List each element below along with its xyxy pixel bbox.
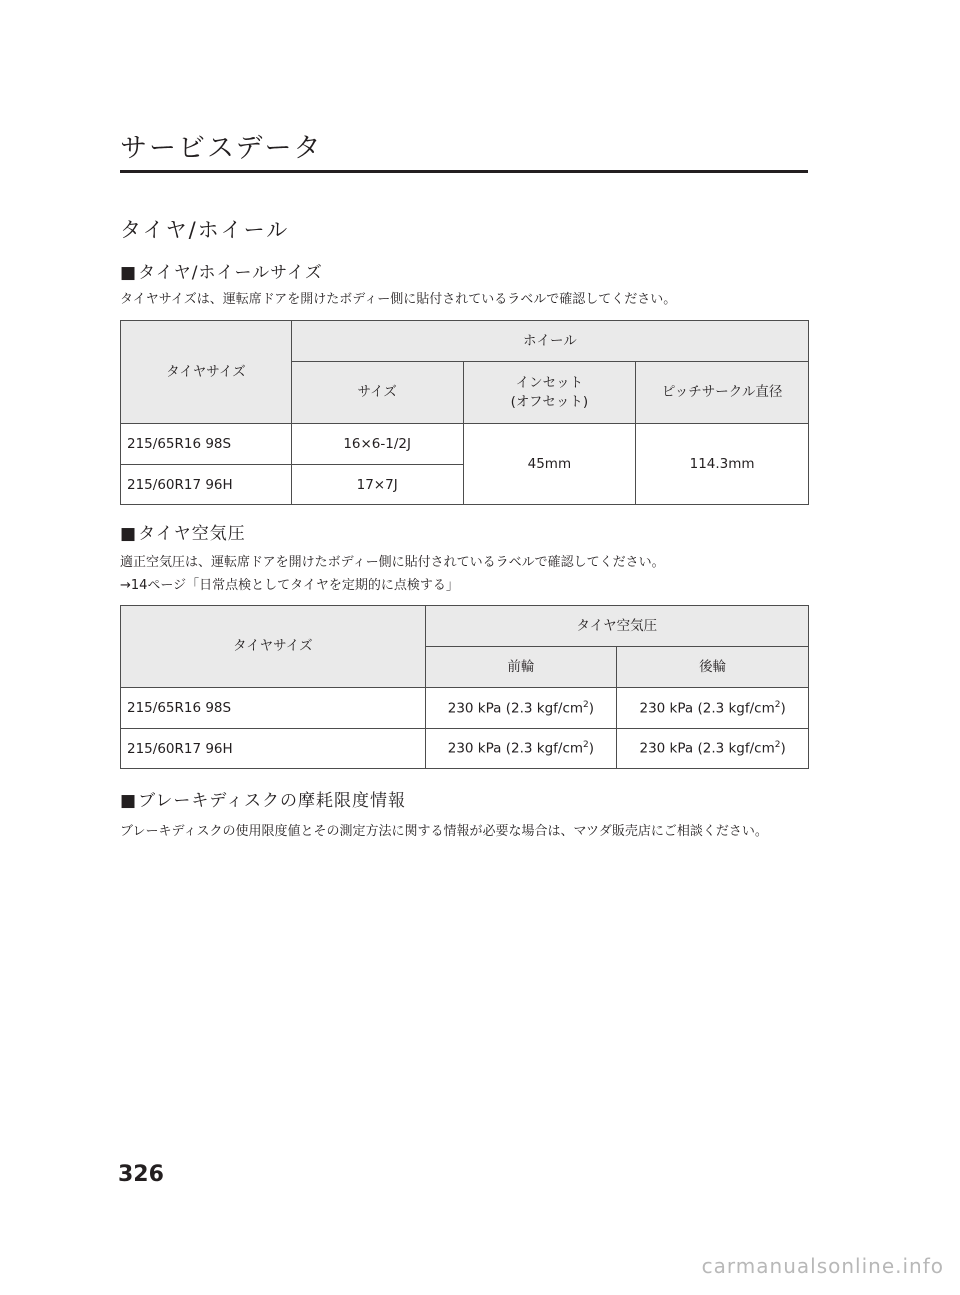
section-title: タイヤ/ホイール: [120, 218, 290, 242]
rear-pressure-value: 230 kPa (2.3 kgf/cm: [639, 740, 775, 757]
front-pressure-cell: [425, 729, 617, 769]
tire-pressure-heading: [120, 519, 246, 544]
tire-size-cell: 215/65R16 98S: [121, 424, 292, 465]
header-tire-size: タイヤサイズ: [121, 321, 292, 424]
header-front: 前輪: [425, 647, 617, 688]
page-number: 326: [118, 1162, 164, 1187]
header-wheel-size: サイズ: [291, 362, 463, 424]
tire-wheel-size-description: タイヤサイズは、運転席ドアを開けたボディー側に貼付されているラベルで確認してください。: [120, 292, 677, 307]
watermark: carmanualsonline.info: [701, 1254, 944, 1278]
bullet-square-icon: ■: [120, 791, 138, 811]
brake-disc-description: ブレーキディスクの使用限度値とその測定方法に関する情報が必要な場合は、マツダ販売店にご相談ください。: [120, 824, 768, 839]
unit-close: ): [588, 700, 595, 717]
bullet-square-icon: ■: [120, 263, 138, 283]
rear-pressure-cell: [617, 688, 809, 729]
header-tire-size: タイヤサイズ: [121, 606, 426, 688]
unit-close: ): [588, 740, 595, 757]
tire-pressure-table: [120, 605, 809, 769]
unit-superscript: 2: [583, 740, 589, 751]
header-pressure: タイヤ空気圧: [425, 606, 808, 647]
tire-pressure-reference: →14ページ「日常点検としてタイヤを定期的に点検する」: [120, 578, 459, 593]
table-row: [121, 729, 809, 769]
front-pressure-value: 230 kPa (2.3 kgf/cm: [447, 700, 584, 717]
unit-superscript: 2: [774, 740, 781, 751]
table-row: [121, 424, 809, 465]
front-pressure-cell: [425, 688, 617, 729]
table-row: [121, 688, 809, 729]
header-inset-line2: (オフセット): [510, 393, 589, 410]
bullet-square-icon: ■: [120, 524, 138, 544]
tire-pressure-heading-text: タイヤ空気圧: [138, 524, 246, 544]
tire-size-cell: 215/60R17 96H: [121, 465, 292, 505]
brake-disc-heading-text: ブレーキディスクの摩耗限度情報: [138, 791, 407, 811]
unit-close: ): [780, 700, 786, 717]
unit-superscript: 2: [583, 699, 589, 710]
page-title: サービスデータ: [120, 133, 323, 164]
rear-pressure-cell: [617, 729, 809, 769]
tire-size-cell: 215/65R16 98S: [121, 688, 426, 729]
inset-cell: 45mm: [463, 424, 636, 505]
front-pressure-value: 230 kPa (2.3 kgf/cm: [447, 740, 584, 757]
unit-superscript: 2: [774, 699, 781, 710]
rear-pressure-value: 230 kPa (2.3 kgf/cm: [639, 700, 775, 717]
unit-close: ): [780, 740, 786, 757]
tire-wheel-size-heading-text: タイヤ/ホイールサイズ: [138, 263, 323, 283]
header-wheel: ホイール: [291, 321, 808, 362]
header-inset-line1: インセット: [515, 374, 584, 391]
header-rear: 後輪: [617, 647, 809, 688]
header-pcd: ピッチサークル直径: [636, 362, 809, 424]
tire-wheel-size-heading: [120, 258, 323, 283]
header-inset: [463, 362, 636, 424]
tire-wheel-size-table: [120, 320, 809, 505]
pcd-cell: 114.3mm: [636, 424, 809, 505]
brake-disc-heading: [120, 786, 406, 811]
tire-size-cell: 215/60R17 96H: [121, 729, 426, 769]
wheel-size-cell: 16×6-1/2J: [291, 424, 463, 465]
title-rule: [120, 170, 808, 173]
wheel-size-cell: 17×7J: [291, 465, 463, 505]
tire-pressure-description: 適正空気圧は、運転席ドアを開けたボディー側に貼付されているラベルで確認してください。: [120, 555, 665, 570]
